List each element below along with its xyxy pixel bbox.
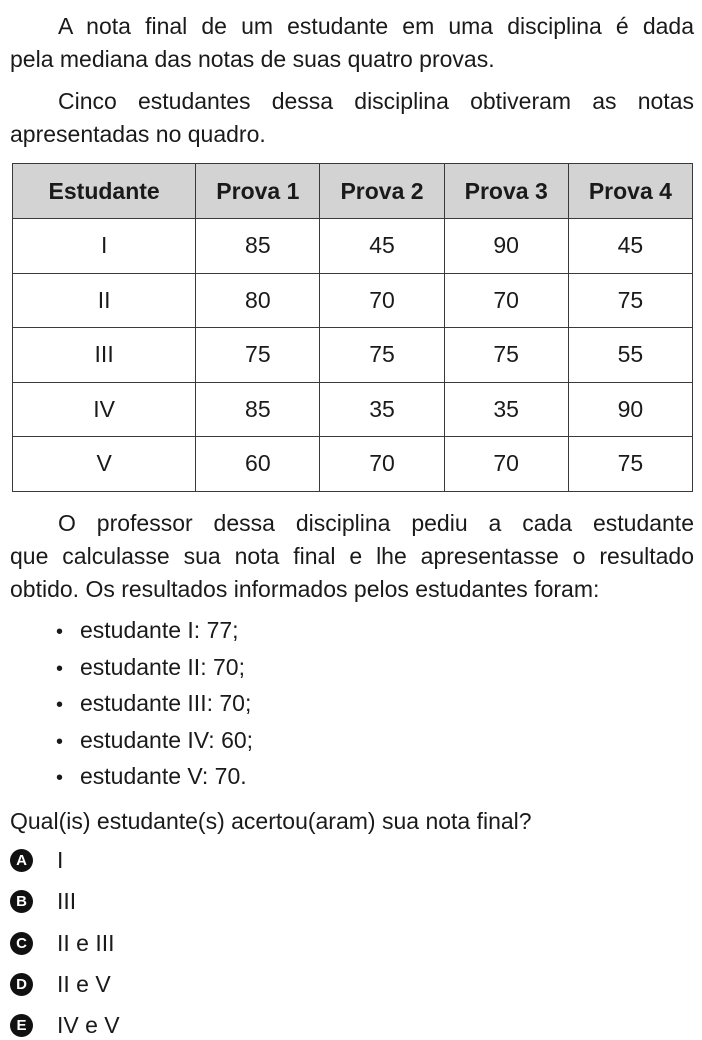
cell-grade: 85 [196,382,320,437]
table-row [13,437,693,492]
list-item [56,612,253,649]
cell-student: V [13,437,196,492]
header-prova-2: Prova 2 [320,164,444,219]
option-e[interactable] [10,1010,120,1040]
header-estudante: Estudante [13,164,196,219]
header-prova-1: Prova 1 [196,164,320,219]
result-text: estudante IV: 60; [80,726,254,753]
cell-grade: 75 [444,328,568,383]
cell-grade: 55 [568,328,692,383]
table-header-row [13,164,693,219]
list-item [56,758,253,795]
option-b[interactable] [10,886,76,916]
cell-grade: 35 [320,382,444,437]
question-text: Qual(is) estudante(s) acertou(aram) sua nota final? [10,808,532,834]
cell-grade: 70 [444,437,568,492]
cell-student: IV [13,382,196,437]
cell-grade: 90 [568,382,692,437]
cell-grade: 75 [568,437,692,492]
option-letter-a-icon: A [10,849,33,872]
middle-paragraph [10,507,694,606]
cell-student: III [13,328,196,383]
intro-line: A nota final de um estudante em uma disciplina é dada [58,13,694,39]
option-text: III [57,887,77,914]
cell-grade: 75 [196,328,320,383]
results-list [56,612,253,795]
table-row [13,273,693,328]
option-d[interactable] [10,969,111,999]
option-letter-e-icon: E [10,1014,33,1037]
bullet-icon: • [56,657,64,680]
option-text: II e III [57,929,115,956]
option-c[interactable] [10,928,115,958]
result-text: estudante II: 70; [80,653,245,680]
option-a[interactable] [10,845,63,875]
grades-table [12,163,693,492]
table-row [13,382,693,437]
cell-grade: 70 [320,273,444,328]
cell-grade: 70 [320,437,444,492]
cell-grade: 60 [196,437,320,492]
cell-grade: 35 [444,382,568,437]
option-text: II e V [57,970,111,997]
cell-grade: 70 [444,273,568,328]
intro-line: Cinco estudantes dessa disciplina obtiveram as notas [58,88,694,114]
result-text: estudante I: 77; [80,617,239,643]
cell-grade: 85 [196,219,320,274]
list-item [56,685,253,722]
option-letter-c-icon: C [10,932,33,955]
option-text: IV e V [57,1011,120,1038]
cell-grade: 75 [320,328,444,383]
cell-grade: 80 [196,273,320,328]
result-text: estudante III: 70; [80,690,252,716]
cell-grade: 45 [320,219,444,274]
middle-line: obtido. Os resultados informados pelos estudantes foram: [10,576,600,602]
header-prova-4: Prova 4 [568,164,692,219]
bullet-icon: • [56,621,64,643]
cell-grade: 45 [568,219,692,274]
cell-student: II [13,273,196,328]
intro-line: apresentadas no quadro. [10,121,266,147]
bullet-icon: • [56,730,64,753]
bullet-icon: • [56,767,64,789]
middle-line: O professor dessa disciplina pediu a cada estudante [58,510,694,536]
option-letter-b-icon: B [10,890,33,913]
intro-paragraph-2 [10,85,694,151]
cell-grade: 75 [568,273,692,328]
table-row [13,219,693,274]
cell-grade: 90 [444,219,568,274]
intro-paragraph-1 [10,10,694,76]
option-letter-d-icon: D [10,973,33,996]
result-text: estudante V: 70. [80,763,247,789]
option-text: I [57,846,64,873]
intro-line: pela mediana das notas de suas quatro provas. [10,46,495,72]
list-item [56,649,253,686]
header-prova-3: Prova 3 [444,164,568,219]
bullet-icon: • [56,694,64,716]
middle-line: que calculasse sua nota final e lhe apresentasse o resultado [10,543,694,569]
table-row [13,328,693,383]
list-item [56,722,253,759]
cell-student: I [13,219,196,274]
